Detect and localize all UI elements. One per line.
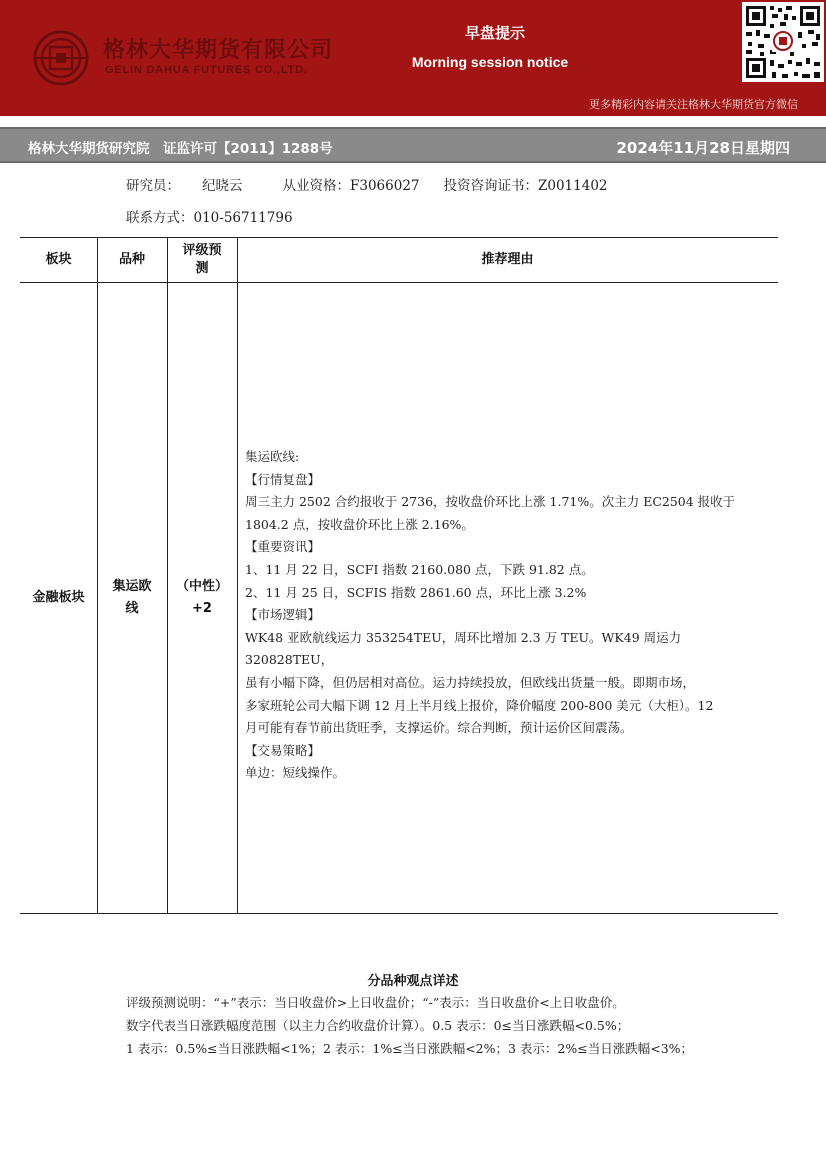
- explanation-line: 数字代表当日涨跌幅度范围（以主力合约收盘价计算）。0.5 表示：0≤当日涨跌幅<0.5%；: [126, 1018, 630, 1033]
- researcher-label: 研究员：: [126, 178, 180, 194]
- company-seal-icon: [33, 30, 89, 86]
- contact-info: [126, 206, 293, 226]
- header-rating-line1: 评级预: [182, 243, 222, 258]
- header-rating-line2: 测: [195, 261, 209, 276]
- reason-line: WK48 亚欧航线运力 353254TEU，周环比增加 2.3 万 TEU。WK49 周运力 320828TEU，: [245, 629, 682, 668]
- certificate-number: Z0011402: [538, 178, 608, 194]
- reason-line: 【重要资讯】: [245, 539, 321, 555]
- reason-line: 【市场逻辑】: [245, 607, 321, 623]
- institute-name: 格林大华期货研究院 证监许可【2011】1288号: [28, 141, 333, 157]
- reason-line: 【交易策略】: [245, 742, 321, 758]
- recommendation-table: [20, 237, 778, 914]
- company-name-en: GELIN DAHUA FUTURES CO.,LTD.: [105, 64, 308, 76]
- contact-label: 联系方式：: [126, 210, 194, 226]
- cell-rating: [167, 282, 237, 913]
- notice-title-en: Morning session notice: [411, 54, 569, 70]
- reason-line: 周三主力 2502 合约报收于 2736，按收盘价环比上涨 1.71%。次主力 EC2504 报收于: [245, 494, 736, 510]
- researcher-info: [126, 174, 608, 194]
- reason-line: 1、11 月 22 日，SCFI 指数 2160.080 点，下跌 91.82 点。: [245, 561, 594, 577]
- reason-line: 集运欧线:: [245, 449, 300, 464]
- company-name-cn: 格林大华期货有限公司: [103, 38, 334, 63]
- qualification-number: F3066027: [350, 178, 420, 194]
- cell-variety: [97, 282, 167, 913]
- cell-rating-line2: +2: [192, 600, 212, 616]
- explanation-line: 1 表示：0.5%≤当日涨跌幅<1%；2 表示：1%≤当日涨跌幅<2%；3 表示：2%≤当日涨跌幅<3%；: [126, 1041, 694, 1056]
- wechat-follow-text: 更多精彩内容请关注格林大华期货官方微信: [589, 98, 798, 111]
- company-logo: [33, 30, 363, 86]
- certificate-label: 投资咨询证书：: [443, 178, 538, 194]
- cell-rating-line1: （中性）: [175, 578, 228, 594]
- reason-line: 【行情复盘】: [245, 471, 321, 487]
- cell-sector: 金融板块: [32, 589, 85, 605]
- notice-title-cn: 早盘提示: [464, 24, 525, 42]
- researcher-name: 纪晓云: [202, 178, 243, 194]
- reason-line: 多家班轮公司大幅下调 12 月上半月线上报价，降价幅度 200-800 美元（大柜）。12: [245, 697, 714, 713]
- reason-line: 单边：短线操作。: [245, 765, 346, 781]
- header-reason: 推荐理由: [481, 252, 534, 267]
- reason-line: 2、11 月 25 日，SCFIS 指数 2861.60 点，环比上涨 3.2%: [245, 584, 587, 600]
- qualification-label: 从业资格：: [282, 178, 350, 194]
- header-variety: 品种: [118, 252, 145, 267]
- reason-line: 月可能有春节前出货旺季，支撑运价。综合判断，预计运价区间震荡。: [245, 720, 633, 736]
- details-title: 分品种观点详述: [367, 974, 459, 989]
- header-sector: 板块: [45, 252, 72, 267]
- institute-bar: [0, 127, 826, 163]
- reason-line: 1804.2 点，按收盘价环比上涨 2.16%。: [245, 516, 474, 532]
- reason-line: 虽有小幅下降，但仍居相对高位。运力持续投放，但欧线出货量一般。即期市场，: [245, 674, 696, 690]
- explanation-line: 评级预测说明：“+”表示：当日收盘价>上日收盘价；“-”表示：当日收盘价<上日收盘价。: [126, 995, 625, 1010]
- header-rating: [167, 238, 237, 282]
- cell-reason: [245, 446, 773, 785]
- wechat-qr-code[interactable]: [742, 2, 824, 82]
- report-date: 2024年11月28日星期四: [616, 139, 790, 157]
- table-divider: [237, 238, 238, 913]
- cell-variety-line2: 线: [125, 600, 139, 616]
- contact-phone: 010-56711796: [193, 210, 293, 226]
- cell-variety-line1: 集运欧: [112, 578, 152, 594]
